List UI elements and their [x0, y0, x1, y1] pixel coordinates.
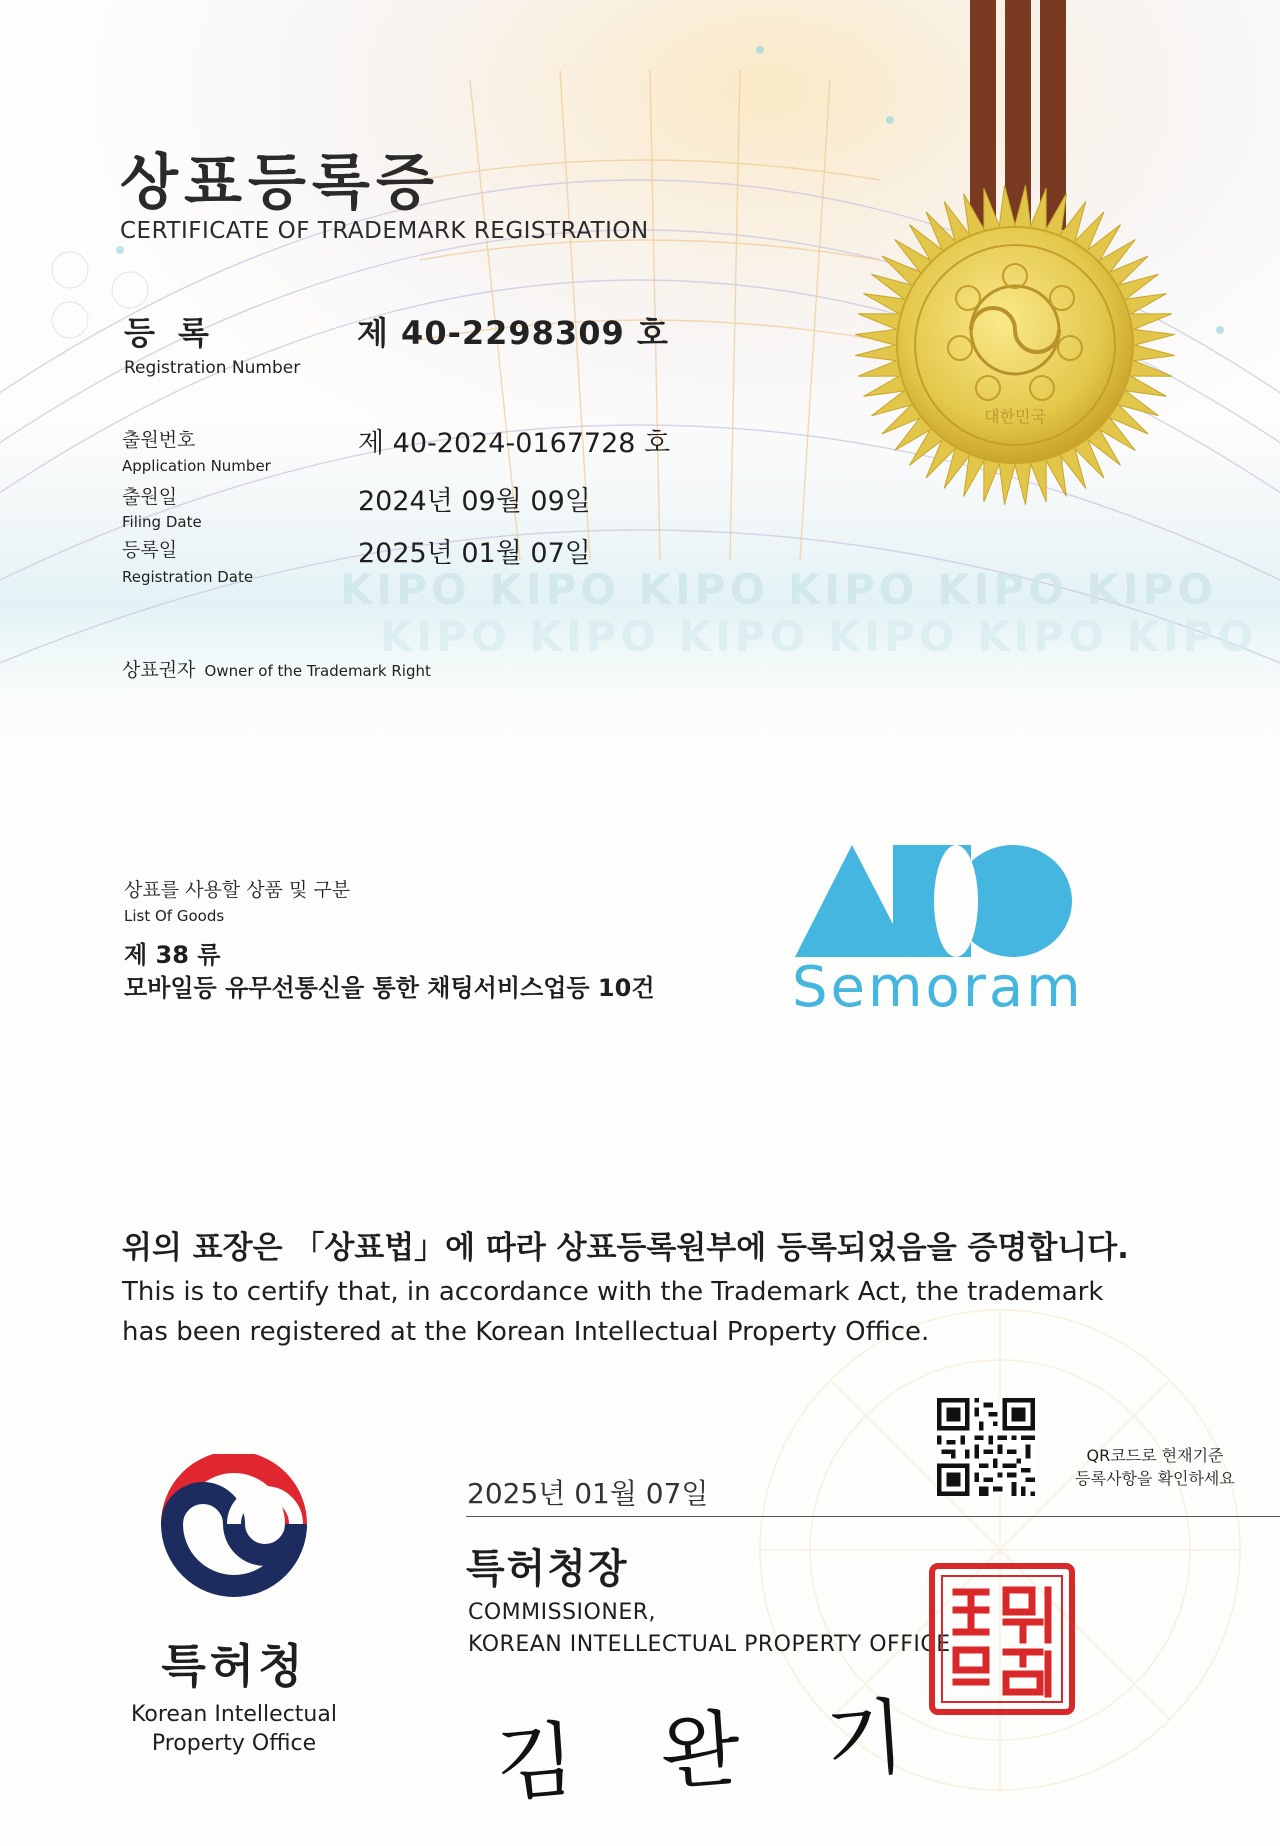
commissioner-title-en-line2: KOREAN INTELLECTUAL PROPERTY OFFICE [468, 1632, 951, 1657]
medallion-inscription: 대한민국 [984, 407, 1046, 426]
owner-label-kr: 상표권자 [122, 659, 196, 681]
commissioner-title-kr: 특허청장 [466, 1546, 629, 1592]
gold-medallion [850, 180, 1180, 510]
agency-name-en-line1: Korean Intellectual [131, 1702, 337, 1727]
agency-name-en-line2: Property Office [151, 1731, 317, 1756]
agency-name-en [118, 1700, 350, 1758]
qr-note-line1: QR코드로 현재기준 [1086, 1446, 1224, 1465]
qr-code[interactable] [937, 1398, 1035, 1496]
signature-date: 2025년 01월 07일 [467, 1477, 709, 1510]
owner-label [122, 655, 431, 682]
registration-label-en: Registration Number [124, 358, 301, 378]
registration-date-label-kr: 등록일 [122, 539, 178, 561]
official-seal [928, 1562, 1076, 1716]
goods-description: 모바일등 유무선통신을 통한 채팅서비스업등 10건 [124, 974, 655, 1002]
application-label-kr: 출원번호 [122, 429, 196, 451]
commissioner-title-en-line1: COMMISSIONER, [468, 1600, 656, 1625]
certification-statement-kr: 위의 표장은 「상표법」에 따라 상표등록원부에 등록되었음을 증명합니다. [122, 1230, 1129, 1266]
goods-label-en: List Of Goods [124, 907, 225, 925]
registration-date: 2025년 01월 07일 [358, 538, 591, 569]
trademark-logo-mark [795, 845, 1095, 960]
goods-class: 제 38 류 [124, 941, 221, 969]
application-number: 제 40-2024-0167728 호 [358, 428, 671, 459]
kipo-emblem [158, 1454, 310, 1606]
agency-name-kr: 특허청 [161, 1639, 307, 1693]
kipo-watermark: KIPO KIPO KIPO KIPO KIPO KIPO [340, 565, 1218, 614]
registration-number: 제 40-2298309 호 [357, 314, 669, 352]
qr-note [1055, 1444, 1255, 1490]
filing-label-en: Filing Date [122, 513, 202, 531]
registration-label-kr: 등 록 [124, 314, 215, 352]
qr-note-line2: 등록사항을 확인하세요 [1075, 1469, 1235, 1488]
filing-date: 2024년 09월 09일 [358, 486, 591, 517]
certification-statement-en-line1: This is to certify that, in accordance with the Trademark Act, the trademark [122, 1277, 1104, 1307]
registration-date-label-en: Registration Date [122, 568, 254, 586]
certification-statement-en-line2: has been registered at the Korean Intellectual Property Office. [122, 1317, 930, 1347]
page-subtitle: CERTIFICATE OF TRADEMARK REGISTRATION [120, 218, 649, 244]
filing-label-kr: 출원일 [122, 486, 178, 508]
kipo-watermark: KIPO KIPO KIPO KIPO KIPO KIPO [380, 612, 1258, 661]
trademark-wordmark: Semoram [792, 955, 1084, 1020]
handwritten-signature: 김 완 기 [492, 1687, 939, 1814]
application-label-en: Application Number [122, 457, 271, 475]
owner-label-en: Owner of the Trademark Right [204, 662, 431, 680]
page-title: 상표등록증 [120, 148, 440, 218]
signature-divider [466, 1516, 1280, 1517]
goods-label-kr: 상표를 사용할 상품 및 구분 [124, 879, 351, 901]
